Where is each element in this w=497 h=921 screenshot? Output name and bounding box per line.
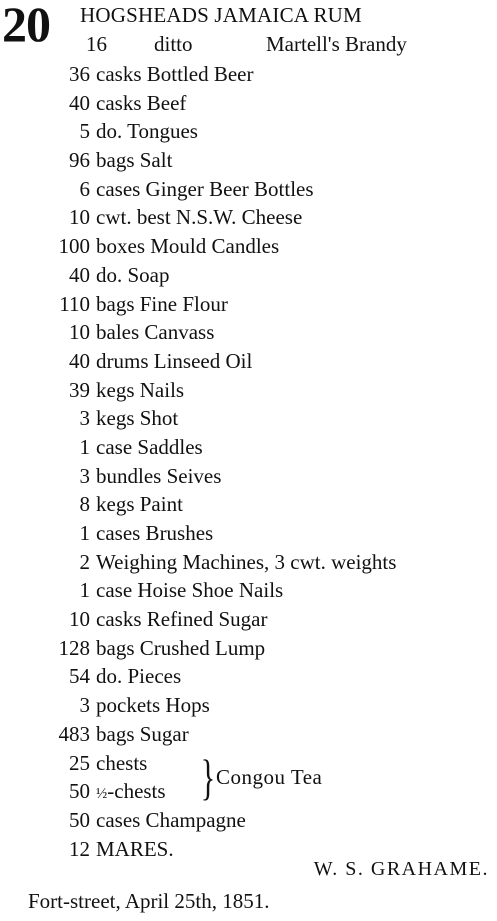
item-qty: 25 bbox=[69, 750, 90, 775]
item-desc: do. Pieces bbox=[96, 664, 182, 689]
item-desc: cwt. best N.S.W. Cheese bbox=[96, 205, 303, 230]
item-qty: 39 bbox=[69, 377, 90, 402]
item-desc: kegs Paint bbox=[96, 492, 183, 517]
item-qty: 5 bbox=[79, 119, 90, 144]
list-item bbox=[0, 117, 497, 146]
list-item bbox=[0, 290, 497, 319]
item-qty: 10 bbox=[69, 205, 90, 230]
item-desc: casks Beef bbox=[96, 90, 187, 115]
header-second-qty: 16 bbox=[86, 32, 107, 56]
item-qty: 6 bbox=[79, 176, 90, 201]
list-item bbox=[0, 347, 497, 376]
item-desc bbox=[96, 777, 166, 809]
list-item bbox=[0, 203, 497, 232]
list-item bbox=[0, 261, 497, 290]
item-desc: MARES. bbox=[96, 836, 174, 861]
item-desc: do. Soap bbox=[96, 262, 170, 287]
list-item bbox=[0, 462, 497, 491]
item-qty: 40 bbox=[69, 348, 90, 373]
item-qty: 3 bbox=[79, 463, 90, 488]
item-desc: casks Refined Sugar bbox=[96, 607, 268, 632]
item-desc: cases Brushes bbox=[96, 521, 214, 545]
list-item bbox=[0, 60, 497, 89]
item-desc: cases Champagne bbox=[96, 807, 246, 832]
list-item bbox=[0, 232, 497, 261]
header-title: HOGSHEADS JAMAICA RUM bbox=[80, 3, 362, 27]
item-desc: bales Canvass bbox=[96, 320, 215, 345]
header-ditto: ditto bbox=[154, 32, 193, 56]
half-fraction: ½ bbox=[96, 786, 108, 803]
item-desc: boxes Mould Candles bbox=[96, 234, 280, 259]
list-item bbox=[0, 576, 497, 605]
list-item bbox=[0, 376, 497, 405]
item-qty: 96 bbox=[69, 148, 90, 173]
list-item bbox=[0, 146, 497, 175]
item-desc: case Hoise Shoe Nails bbox=[96, 578, 284, 603]
item-qty: 1 bbox=[79, 521, 90, 545]
advertisement-header bbox=[0, 0, 497, 62]
item-qty: 3 bbox=[79, 406, 90, 431]
item-qty: 1 bbox=[79, 578, 90, 603]
item-desc: kegs Shot bbox=[96, 406, 179, 431]
tea-label: Congou Tea bbox=[216, 764, 323, 789]
item-desc: case Saddles bbox=[96, 434, 203, 459]
list-item bbox=[0, 662, 497, 691]
signature: W. S. GRAHAME. bbox=[313, 858, 489, 880]
item-qty: 36 bbox=[69, 62, 90, 86]
item-desc: bags Salt bbox=[96, 148, 173, 173]
item-qty: 2 bbox=[79, 549, 90, 574]
item-qty: 110 bbox=[59, 291, 90, 316]
list-item bbox=[0, 404, 497, 433]
item-desc: bundles Seives bbox=[96, 463, 222, 488]
list-item bbox=[0, 175, 497, 204]
list-item bbox=[0, 490, 497, 519]
item-qty: 483 bbox=[58, 721, 90, 746]
half-chests-label: -chests bbox=[107, 779, 166, 804]
list-item bbox=[0, 318, 497, 347]
list-item bbox=[0, 605, 497, 634]
right-brace-icon: } bbox=[200, 748, 216, 805]
item-qty: 8 bbox=[79, 492, 90, 517]
item-qty: 12 bbox=[69, 836, 90, 861]
list-item bbox=[0, 806, 497, 835]
item-qty: 1 bbox=[79, 434, 90, 459]
goods-list bbox=[0, 60, 497, 863]
item-qty: 54 bbox=[69, 664, 90, 689]
item-desc: Weighing Machines, 3 cwt. weights bbox=[96, 549, 397, 574]
list-item bbox=[0, 433, 497, 462]
item-qty: 10 bbox=[69, 320, 90, 345]
item-desc: kegs Nails bbox=[96, 377, 185, 402]
item-desc: bags Fine Flour bbox=[96, 291, 228, 316]
list-item bbox=[0, 634, 497, 663]
item-qty: 3 bbox=[79, 693, 90, 718]
item-desc: do. Tongues bbox=[96, 119, 198, 144]
item-qty: 40 bbox=[69, 90, 90, 115]
item-desc: casks Bottled Beer bbox=[96, 62, 254, 86]
tea-group bbox=[0, 749, 497, 806]
item-desc: chests bbox=[96, 750, 148, 775]
item-desc: bags Crushed Lump bbox=[96, 635, 266, 660]
list-item bbox=[0, 548, 497, 577]
header-second-item: Martell's Brandy bbox=[266, 32, 407, 56]
item-desc: pockets Hops bbox=[96, 693, 210, 718]
list-item bbox=[0, 691, 497, 720]
item-qty: 50 bbox=[69, 779, 90, 804]
item-qty: 40 bbox=[69, 262, 90, 287]
item-qty: 50 bbox=[69, 807, 90, 832]
item-qty: 10 bbox=[69, 607, 90, 632]
item-qty: 128 bbox=[58, 635, 90, 660]
list-item bbox=[0, 720, 497, 749]
item-desc: bags Sugar bbox=[96, 721, 189, 746]
list-item bbox=[0, 519, 497, 548]
list-item bbox=[0, 89, 497, 118]
item-desc: cases Ginger Beer Bottles bbox=[96, 176, 314, 201]
item-qty: 100 bbox=[58, 234, 90, 259]
footer-address-date: Fort-street, April 25th, 1851. bbox=[28, 889, 270, 913]
lead-quantity: 20 bbox=[2, 0, 50, 52]
item-desc: drums Linseed Oil bbox=[96, 348, 253, 373]
